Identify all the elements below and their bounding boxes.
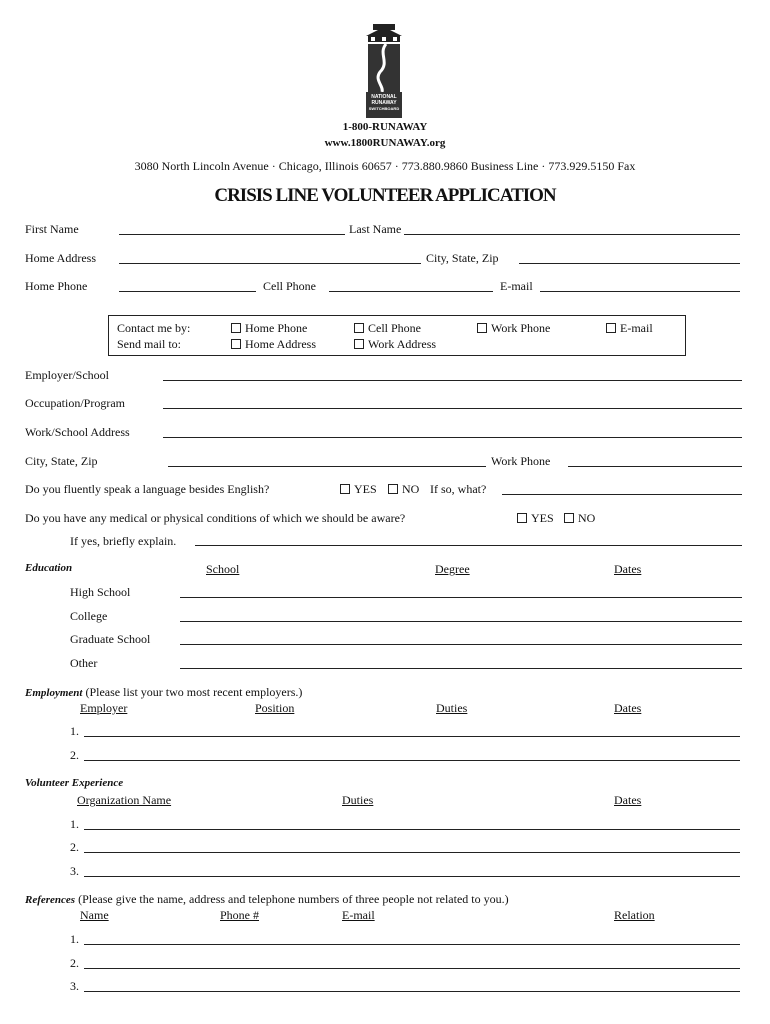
medical-explain-field[interactable] <box>195 545 742 546</box>
last-name-label: Last Name <box>349 222 402 236</box>
references-row-field[interactable] <box>84 991 740 992</box>
education-row-label: Graduate School <box>70 632 151 646</box>
home-address-label: Home Address <box>25 251 96 265</box>
work-phone-label: Work Phone <box>491 454 551 468</box>
employment-col-duties: Duties <box>436 701 468 715</box>
checkbox-icon <box>340 484 350 494</box>
checkbox-icon <box>354 323 364 333</box>
references-col-name: Name <box>80 908 109 922</box>
medical-no-option[interactable] <box>564 511 595 526</box>
language-no-option[interactable] <box>388 482 419 497</box>
medical-yes-option[interactable] <box>517 511 554 526</box>
education-row-field[interactable] <box>180 644 742 645</box>
employment-note: (Please list your two most recent employers.) <box>85 685 303 699</box>
education-heading: Education <box>25 562 73 574</box>
logo-text-3: SWITCHBOARD <box>368 106 400 111</box>
option-label: Cell Phone <box>368 321 421 335</box>
volunteer-row-number: 1. <box>70 817 79 831</box>
cell-phone-label: Cell Phone <box>263 279 316 293</box>
volunteer-row-field[interactable] <box>84 852 740 853</box>
language-question: Do you fluently speak a language besides English? <box>25 482 270 496</box>
work-city-state-zip-label: City, State, Zip <box>25 454 98 468</box>
volunteer-col-duties: Duties <box>342 793 374 807</box>
email-field[interactable] <box>540 291 740 292</box>
home-phone-field[interactable] <box>119 291 256 292</box>
employment-col-dates: Dates <box>614 701 642 715</box>
education-col-school: School <box>206 562 240 576</box>
education-row-label: College <box>70 609 108 623</box>
volunteer-row-field[interactable] <box>84 876 740 877</box>
education-row-field[interactable] <box>180 668 742 669</box>
references-col-relation: Relation <box>614 908 655 922</box>
first-name-label: First Name <box>25 222 79 236</box>
education-col-degree: Degree <box>435 562 470 576</box>
option-label: Work Address <box>368 337 437 351</box>
home-phone-label: Home Phone <box>25 279 88 293</box>
volunteer-heading: Volunteer Experience <box>25 777 124 789</box>
references-row-field[interactable] <box>84 968 740 969</box>
education-row-label: High School <box>70 585 131 599</box>
checkbox-icon <box>354 339 364 349</box>
work-school-address-field[interactable] <box>163 437 742 438</box>
checkbox-icon <box>477 323 487 333</box>
education-row-field[interactable] <box>180 621 742 622</box>
occupation-program-field[interactable] <box>163 408 742 409</box>
option-label: Home Address <box>245 337 316 351</box>
option-label: NO <box>578 511 596 525</box>
references-col-phone: Phone # <box>220 908 259 922</box>
option-label: E-mail <box>620 321 653 335</box>
employment-row-field[interactable] <box>84 736 740 737</box>
occupation-program-label: Occupation/Program <box>25 396 125 410</box>
references-row-field[interactable] <box>84 944 740 945</box>
volunteer-row-number: 2. <box>70 840 79 854</box>
option-label: YES <box>531 511 554 525</box>
volunteer-row-number: 3. <box>70 864 79 878</box>
employment-heading: Employment <box>25 687 83 699</box>
header-phone: 1-800-RUNAWAY <box>342 121 428 133</box>
work-school-address-label: Work/School Address <box>25 425 130 439</box>
checkbox-icon <box>564 513 574 523</box>
email-label: E-mail <box>500 279 533 293</box>
option-label: NO <box>402 482 420 496</box>
volunteer-col-dates: Dates <box>614 793 642 807</box>
mail-home-address-option[interactable] <box>231 337 316 352</box>
references-row-number: 3. <box>70 979 79 993</box>
volunteer-col-org: Organization Name <box>77 793 172 807</box>
page-title: CRISIS LINE VOLUNTEER APPLICATION <box>214 185 556 206</box>
home-address-field[interactable] <box>119 263 421 264</box>
work-city-state-zip-field[interactable] <box>168 466 486 467</box>
logo-text-2: RUNAWAY <box>371 100 397 106</box>
contact-email-option[interactable] <box>606 321 653 336</box>
volunteer-row-field[interactable] <box>84 829 740 830</box>
send-mail-to-label: Send mail to: <box>117 337 181 351</box>
references-row-number: 2. <box>70 956 79 970</box>
checkbox-icon <box>606 323 616 333</box>
cell-phone-field[interactable] <box>329 291 493 292</box>
references-note: (Please give the name, address and telephone numbers of three people not related to you.) <box>78 892 509 906</box>
employer-school-label: Employer/School <box>25 368 109 382</box>
city-state-zip-field[interactable] <box>519 263 740 264</box>
employment-heading-row <box>25 685 302 700</box>
references-heading: References <box>25 894 76 906</box>
references-heading-row <box>25 892 509 907</box>
education-row-label: Other <box>70 656 98 670</box>
logo-text-1: NATIONAL <box>371 94 397 100</box>
if-so-label: If so, what? <box>430 482 487 496</box>
employment-row-number: 2. <box>70 748 79 762</box>
option-label: Home Phone <box>245 321 308 335</box>
last-name-field[interactable] <box>404 234 740 235</box>
references-row-number: 1. <box>70 932 79 946</box>
checkbox-icon <box>388 484 398 494</box>
checkbox-icon <box>517 513 527 523</box>
contact-cell-phone-option[interactable] <box>354 321 421 336</box>
first-name-field[interactable] <box>119 234 345 235</box>
employment-row-field[interactable] <box>84 760 740 761</box>
city-state-zip-label: City, State, Zip <box>426 251 499 265</box>
language-yes-option[interactable] <box>340 482 377 497</box>
contact-home-phone-option[interactable] <box>231 321 307 336</box>
language-field[interactable] <box>502 494 742 495</box>
education-row-field[interactable] <box>180 597 742 598</box>
header-address: 3080 North Lincoln Avenue · Chicago, Illinois 60657 · 773.880.9860 Business Line · 773.929.5150 Fax <box>134 159 636 173</box>
employment-col-employer: Employer <box>80 701 128 715</box>
references-col-email: E-mail <box>342 908 375 922</box>
checkbox-icon <box>231 323 241 333</box>
if-yes-label: If yes, briefly explain. <box>70 534 177 548</box>
work-phone-field[interactable] <box>568 466 742 467</box>
contact-me-by-label: Contact me by: <box>117 321 191 335</box>
employment-col-position: Position <box>255 701 295 715</box>
employer-school-field[interactable] <box>163 380 742 381</box>
checkbox-icon <box>231 339 241 349</box>
education-col-dates: Dates <box>614 562 642 576</box>
logo <box>362 24 406 118</box>
medical-question: Do you have any medical or physical conditions of which we should be aware? <box>25 511 406 525</box>
option-label: Work Phone <box>491 321 551 335</box>
header-website: www.1800RUNAWAY.org <box>324 137 446 149</box>
contact-work-phone-option[interactable] <box>477 321 550 336</box>
option-label: YES <box>354 482 377 496</box>
employment-row-number: 1. <box>70 724 79 738</box>
mail-work-address-option[interactable] <box>354 337 436 352</box>
